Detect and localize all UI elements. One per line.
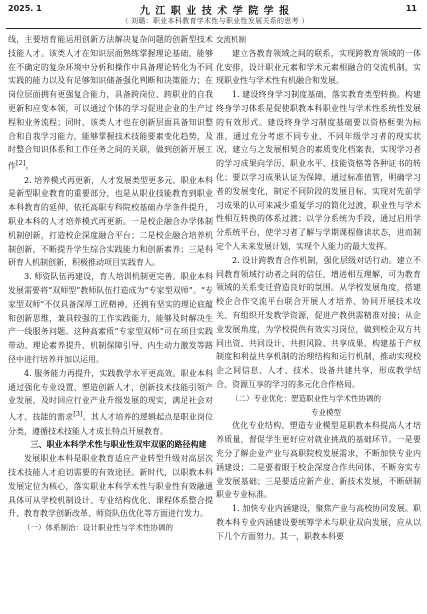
paragraph: 2. 培养模式再更新，人才发展类型更多元。职业本科是新型职业教育的重要部分，也是从职业技能教育到职业本科教育的延伸，依托高职专科院校基础办学条件提升，职业本科的人才培养模式再更新。一是校企融合办学体制机制创新，打造校企深度融合平台；二是校企融合培养机制创新，不断提升学生综合实践能力和创新素养；三是科研育人机制创新，积极推动项目实践育人。: [8, 175, 213, 268]
left-column: [8, 33, 213, 611]
journal-title: 九 江 职 业 技 术 学 院 学 报: [139, 6, 291, 17]
header-rule: [6, 28, 421, 29]
right-column: [216, 33, 421, 611]
paragraph: 线，主要培育能运用创新方法解决复杂问题的创新型技术技能人才。该类人才在知识层面熟练掌握理论基础，能够在不确定的复杂环境中分析和操作中具备理论转化为不同实践的能力以及有足够知识储备强化判断和决策能力；在岗位层面拥有更强复合能力，具备跨岗位、跨职业的自我更新和应变本领，可以通过个体的学习促进企业的生产过程和业务流程；同时，该类人才也在创新层面具备知识整合和自我学习能力，能够掌握技术技能要素变化趋势，及时整合知识体系和工作任务之间的关联，做到创新开展工作[2]。: [8, 35, 213, 171]
page-header: [0, 0, 427, 30]
subsection-heading: （一）体系制治：设计职业性与学术性协调的: [23, 523, 173, 533]
subsection-heading-continued: 交流机制: [216, 35, 246, 44]
citation-ref[interactable]: [2]: [16, 159, 26, 168]
subsection-heading-continued: 专业模型: [311, 407, 341, 417]
paragraph: 2. 设计跨教育合作机制，强化层级对话行动。建立不同教育领域行动者之间的信任，增进相互理解，可为教育领域的关系变迁营造良好的氛围。从学校发展角度，搭建校企合作交流平台联合开展人才培养、协同开展技术攻关、有组织开发教学资源，促进产教供需精准对接；从企业发展角度，为学校提供有效实习岗位，做到校企双方共同出资、共同设计、共担风险、共享成果，构建基于产权制度和利益共享机制的治理结构和运行机制，推动实现校企之间信息、人才、技术、设备共建共享，形成教学结合、资源互享的学习的多元化合作格局。: [216, 255, 421, 389]
citation-ref[interactable]: [3]: [73, 410, 83, 419]
subsection-heading: （二）专业优化：塑造职业性与学术性协调的: [231, 393, 381, 403]
running-subtitle: （ 刘璐：职业本科教育学术性与职业性发展关系的思考 ）: [121, 17, 309, 25]
paragraph: 1. 加快专业内涵建设，聚焦产业与高校协同发展。职教本科专业内涵建设要统筹学术与职业双向发展，应从以下几个方面努力。其一，职教本科要: [216, 504, 421, 541]
paragraph: 优化专业结构、塑造专业模型是职教本科提高人才培养质量，督促学生更好应对就业挑战的基础环节。一是要充分了解企业产业与高职院校发展需求，不断加快专业内涵建设；二是要着眼于校企深度合作共同体，不断夯实专业发展基础；三是要适应新产业、新技术发展，不断研制职业专业标准。: [216, 421, 421, 500]
page-number: 11: [405, 4, 417, 13]
section-title: 三、职业本科学术性与职业性双牢双驱的路径构建: [30, 440, 207, 450]
issue-year: 2025. 1: [8, 4, 42, 13]
paragraph: 发展职业本科是职业教育适应产业转型升级对高层次技术技能人才迫切需要的有效途径。新时代，以职教本科发展定位为核心，落实职业本科学术性与职业性有效融通具体可从学校机制设计、专业结构优化、课程体系整合提升、教育教学创新改革、师资队伍优化等方面进行发力。: [8, 454, 213, 519]
paragraph: 1. 建设终身学习制度基础，落实教育类型转换。构建终身学习体系是促使职教本科职业性与学术性系统性发展的有效形式。建设终身学习制度基础要以资格框架为标准，通过充分考虑不同专业、不同年级学习者的现实状况，建立与之发展相契合的素质变化档案表，实现学习者的学习成果向学历、职业水平、技能资格等各种证书的转化；要以学习成果认证为保障，通过标准值管，明确学习者的发展变化，制定不同阶段的发展目标，实现对先前学习成果的认可来减少重复学习的简化过渡，职业性与学术性相互转换的体系过渡；以学分系统为手段，通过启用学分系统平台，使学习者了解与学期课程修读状态，进而制定个人未来发展计划，实现个人能力的最大发挥。: [216, 90, 421, 251]
paragraph: 4. 服务能力再提升，实践教学水平更高效。职业本科通过强化专业设置、塑造创新人才，创新技术技能引领产业发展，及时回应行业产业升级发展的现实，满足社会对人才、技能的需求[3]。其人才培养的逻辑起点是职业岗位分类，遵循技术技能人才成长特点开展教育。: [8, 368, 213, 436]
paragraph: 3. 师资队伍再建设，育人培训机制更完善。职业本科发展需要将“双师型”教师队伍打造成为“专家型双师”。“专家型双师”不仅具备深厚工匠精神，还拥有坚实的理论底蕴和创新思维，兼具较强的工作实践能力，能够及时解决生产一线服务问题。这种高素质“专家型双师”可在项目实践带动、理论素养提升、机制保障引导、内生动力激发等路径中进行培养并加以运用。: [8, 272, 213, 364]
paragraph: 建立各教育领域之间的联系，实现跨教育领域的一体化安排，设计职业元素和学术元素相融合的交流机制，实现职业性与学术性有机融合和发展。: [216, 48, 421, 86]
